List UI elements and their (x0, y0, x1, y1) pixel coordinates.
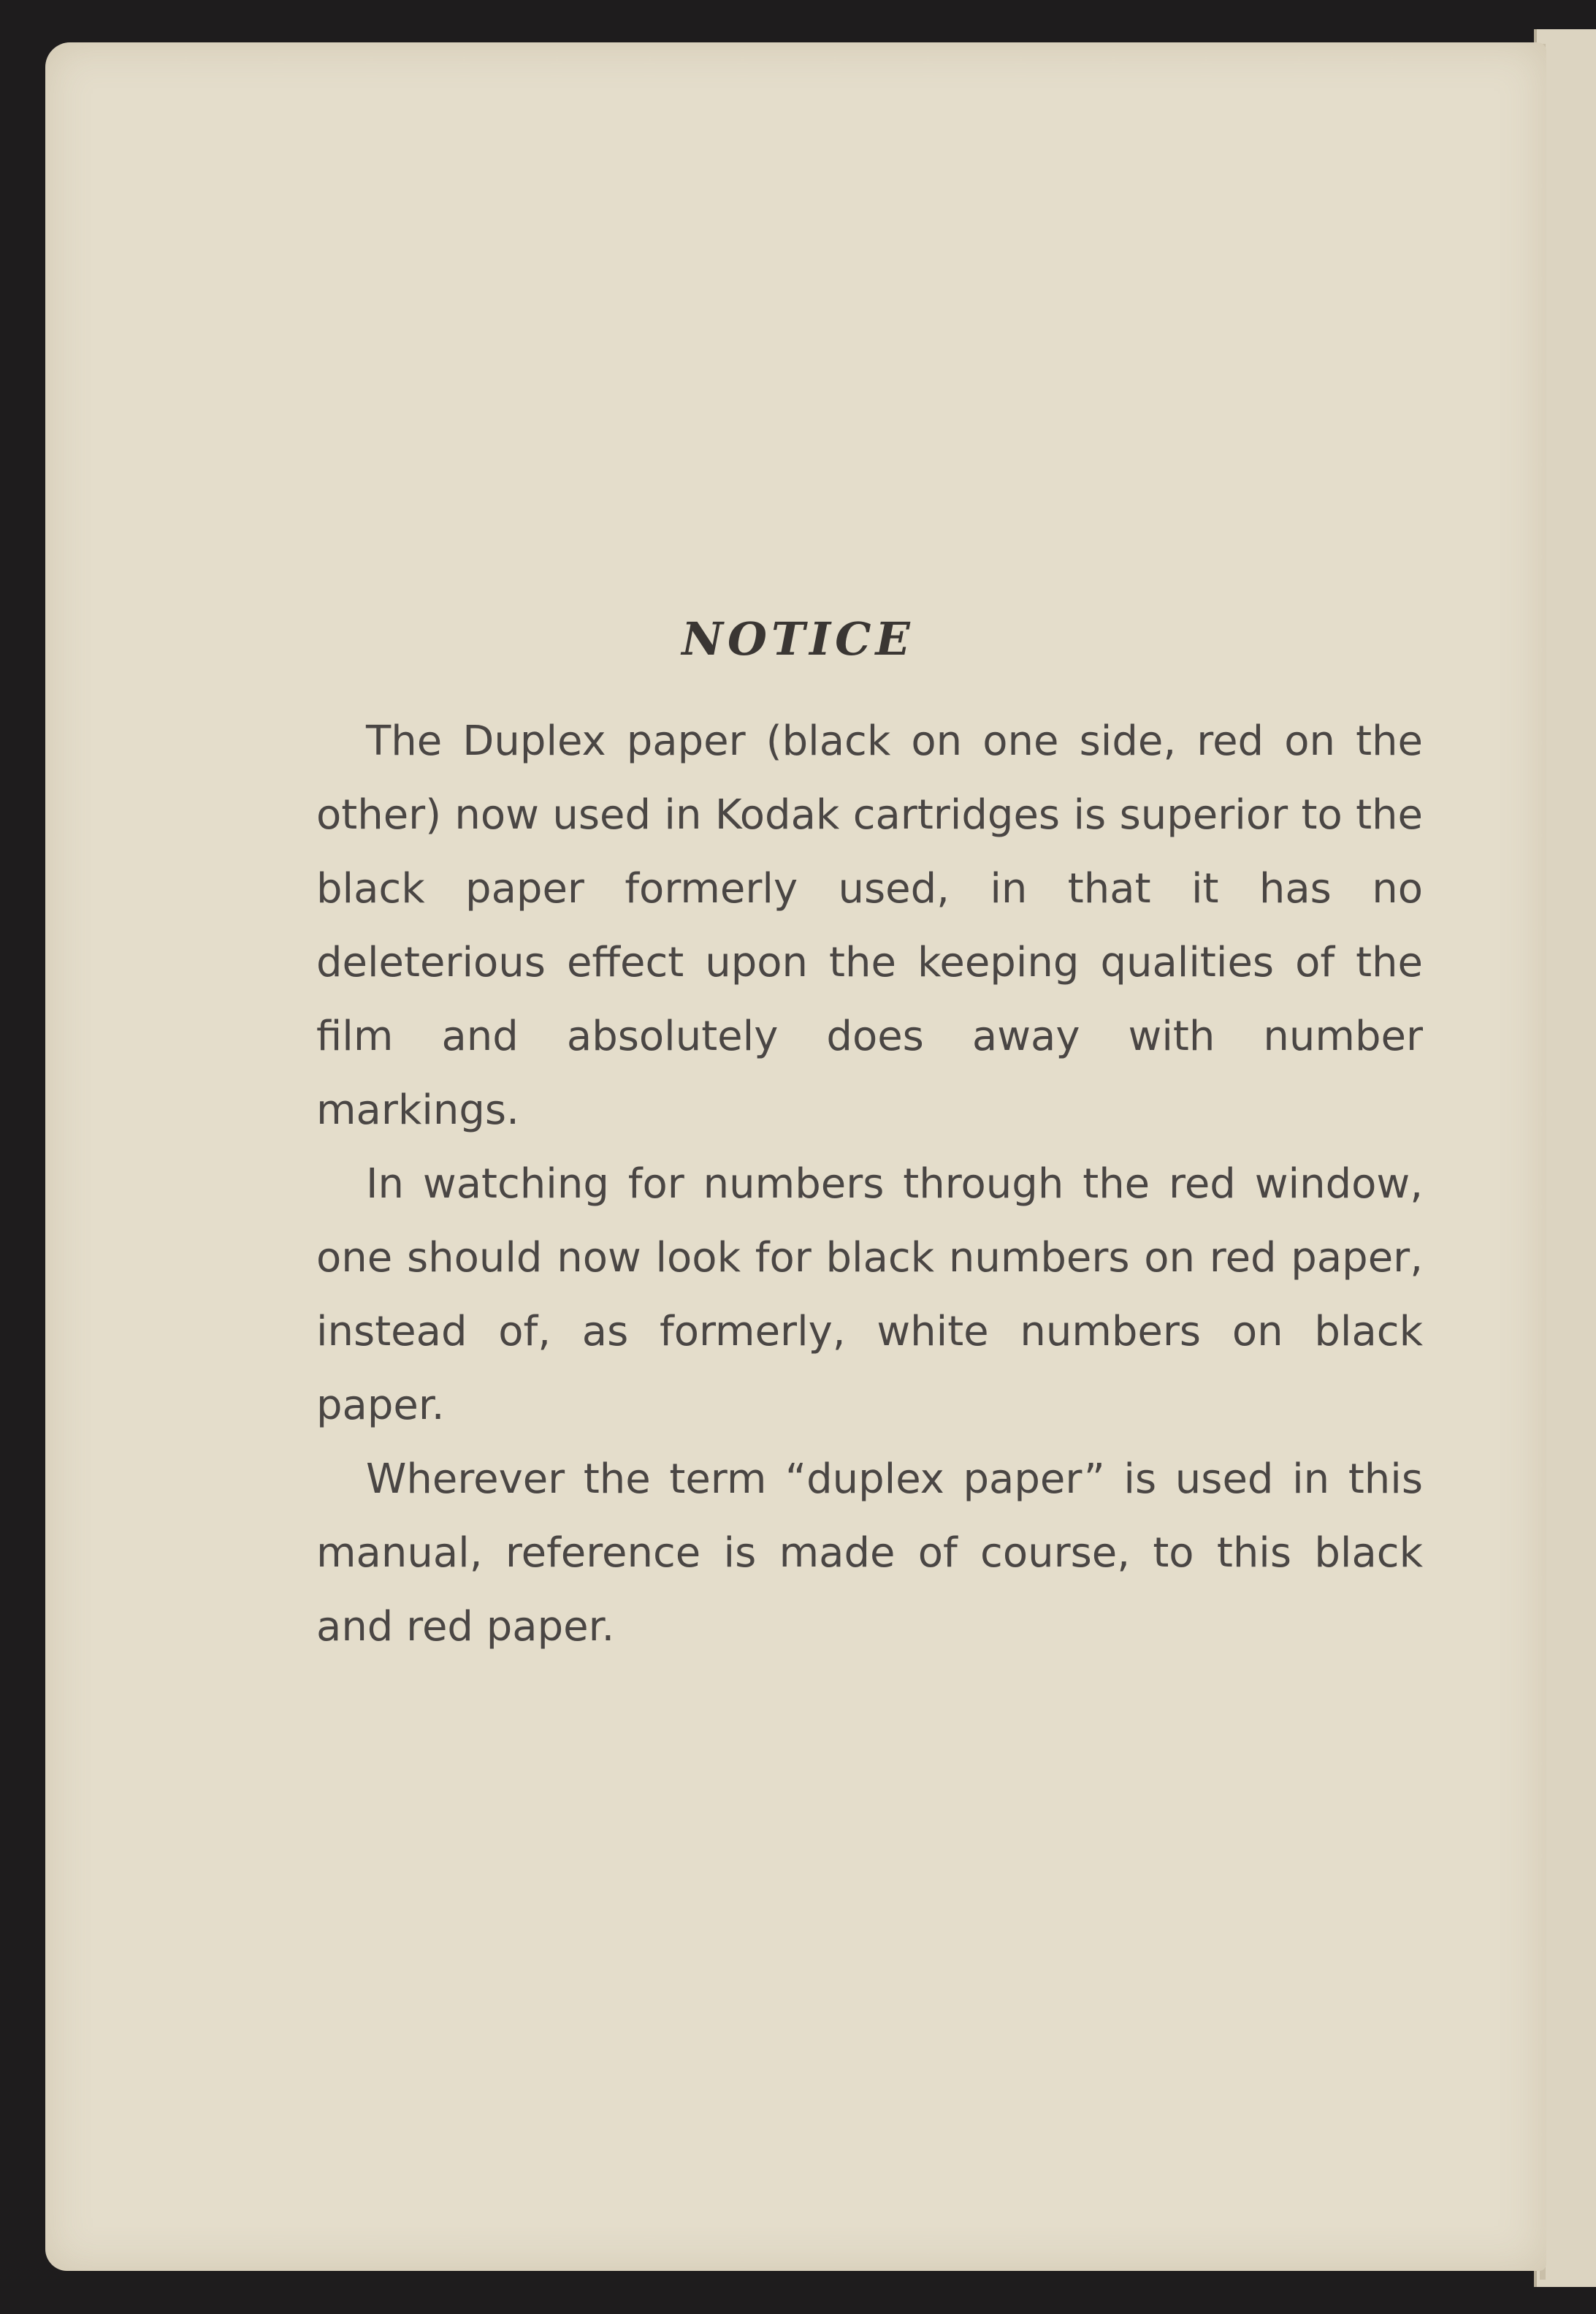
notice-heading: NOTICE (681, 612, 915, 666)
paragraph-manual-reference: Wherever the term “duplex paper” is used in this manual, reference is made of course, to this black and red paper. (316, 1455, 1423, 1651)
paragraph-red-window: In watching for numbers through the red window, one should now look for black numbers on red paper, instead of, as formerly, white numbers on black paper. (316, 1160, 1423, 1429)
notice-body (316, 704, 1423, 1664)
paragraph-duplex-paper: The Duplex paper (black on one side, red on the other) now used in Kodak cartridges is superior to the black paper formerly used, in that it has no deleterious effect upon the keeping qualities of the film and absolutely does away with number markings. (316, 718, 1423, 1134)
